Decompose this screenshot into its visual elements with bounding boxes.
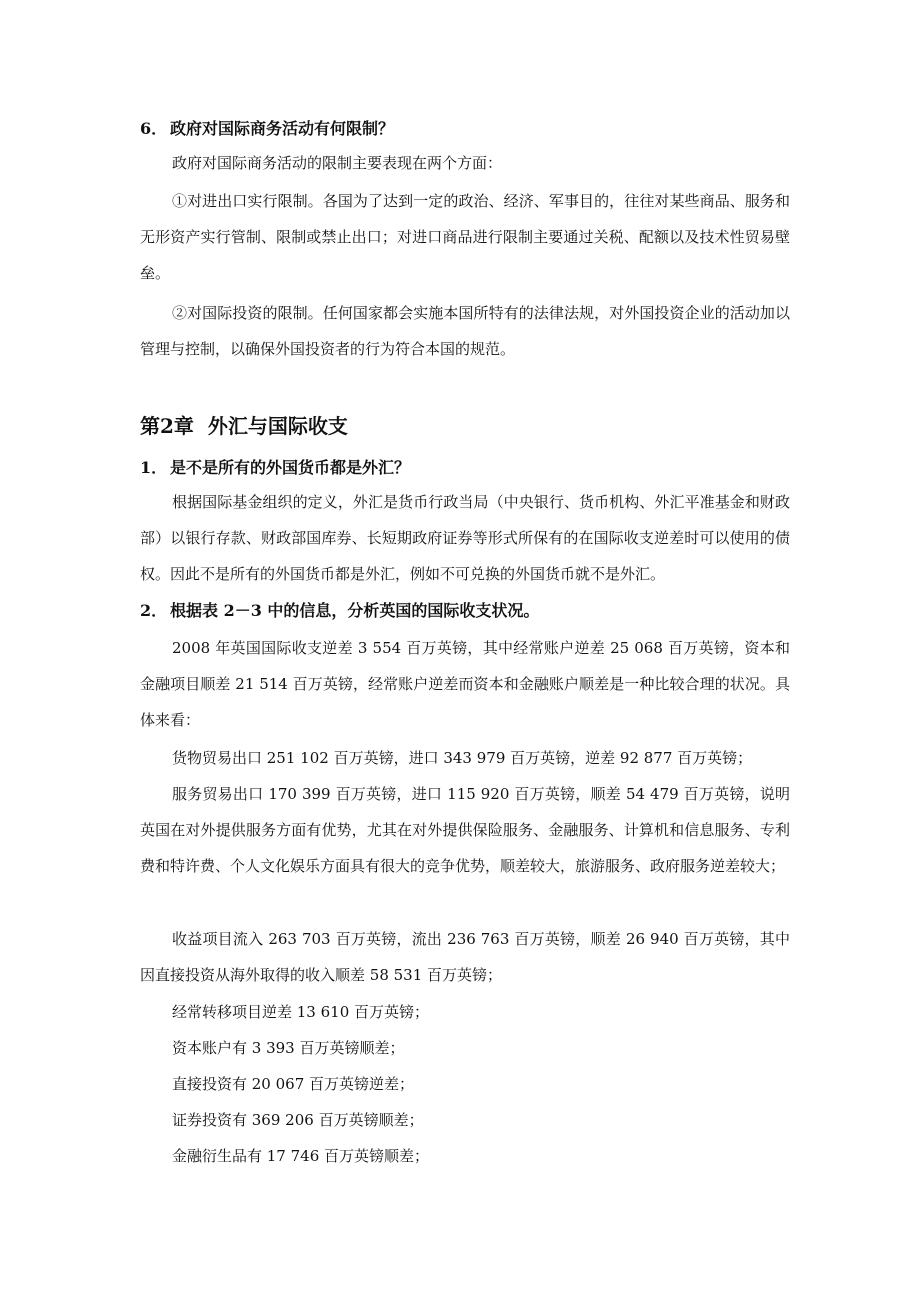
- question-number: 2．: [140, 601, 168, 620]
- question-6-heading: [140, 118, 790, 140]
- answer-paragraph: 资本账户有 3 393 百万英镑顺差；: [172, 1039, 405, 1057]
- answer-paragraph: ①对进出口实行限制。各国为了达到一定的政治、经济、军事目的，往往对某些商品、服务和无形资产实行管制、限制或禁止出口；对进口商品进行限制主要通过关税、配额以及技术性贸易壁垒。: [140, 192, 790, 282]
- question-text: 政府对国际商务活动有何限制？: [170, 119, 395, 138]
- answer-paragraph: 金融衍生品有 17 746 百万英镑顺差；: [172, 1147, 430, 1165]
- question-1-heading: [140, 457, 790, 479]
- answer-paragraph: 直接投资有 20 067 百万英镑逆差；: [172, 1075, 415, 1093]
- answer-paragraph: 根据国际基金组织的定义，外汇是货币行政当局（中央银行、货币机构、外汇平准基金和财政部）以银行存款、财政部国库券、长短期政府证券等形式所保有的在国际收支逆差时可以使用的债权。因此不是所有的外国货币都是外汇，例如不可兑换的外国货币就不是外汇。: [140, 493, 790, 583]
- question-number: 6．: [140, 119, 168, 138]
- answer-paragraph: ②对国际投资的限制。任何国家都会实施本国所特有的法律法规，对外国投资企业的活动加以管理与控制，以确保外国投资者的行为符合本国的规范。: [140, 304, 790, 358]
- answer-paragraph: 货物贸易出口 251 102 百万英镑，进口 343 979 百万英镑，逆差 92 877 百万英镑；: [172, 749, 753, 767]
- question-number: 1．: [140, 458, 168, 477]
- question-text: 根据表 2－3 中的信息，分析英国的国际收支状况。: [170, 601, 540, 620]
- answer-paragraph: 政府对国际商务活动的限制主要表现在两个方面：: [172, 154, 503, 172]
- answer-paragraph: 服务贸易出口 170 399 百万英镑，进口 115 920 百万英镑，顺差 54 479 百万英镑，说明英国在对外提供服务方面有优势，尤其在对外提供保险服务、金融服务、计算机和信息服务、专利费和特许费、个人文化娱乐方面具有很大的竞争优势，顺差较大，旅游服务、政府服务逆差较大；: [140, 785, 790, 875]
- question-text: 是不是所有的外国货币都是外汇？: [170, 458, 411, 477]
- answer-paragraph: 2008 年英国国际收支逆差 3 554 百万英镑，其中经常账户逆差 25 068 百万英镑，资本和金融项目顺差 21 514 百万英镑，经常账户逆差而资本和金融账户顺差是一种比较合理的状况。具体来看：: [140, 639, 790, 729]
- answer-paragraph: 经常转移项目逆差 13 610 百万英镑；: [172, 1003, 430, 1021]
- answer-paragraph: 收益项目流入 263 703 百万英镑，流出 236 763 百万英镑，顺差 26 940 百万英镑，其中因直接投资从海外取得的收入顺差 58 531 百万英镑；: [140, 930, 790, 984]
- question-2-heading: [140, 600, 790, 622]
- chapter-title: 外汇与国际收支: [207, 414, 348, 438]
- chapter-heading: [140, 413, 790, 439]
- chapter-number: 第2章: [140, 414, 194, 438]
- answer-paragraph: 证券投资有 369 206 百万英镑顺差；: [172, 1111, 424, 1129]
